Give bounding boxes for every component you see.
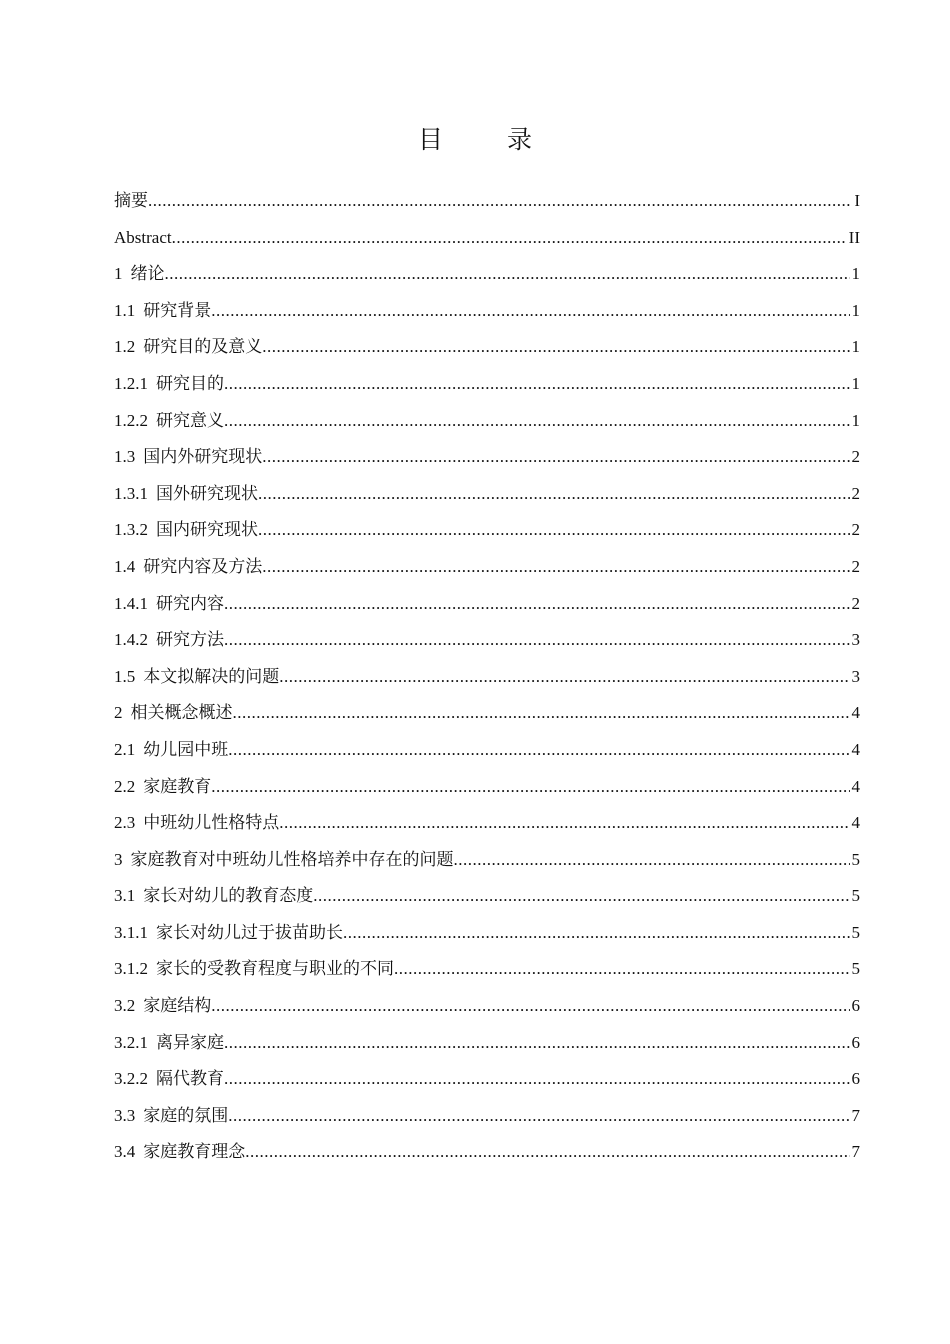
toc-entry-page-number: 7 [851, 1105, 860, 1125]
toc-entry-label: 家庭教育理念 [143, 1142, 246, 1162]
toc-entry[interactable] [114, 586, 860, 623]
toc-entry-page-number: 5 [851, 959, 860, 979]
toc-entry-page-number: 6 [851, 996, 860, 1016]
toc-entry[interactable] [114, 512, 860, 549]
toc-dot-leader [394, 951, 850, 988]
toc-entry-number: 2.3 [114, 813, 136, 833]
toc-entry-label: 国内研究现状 [156, 520, 258, 540]
toc-entry-label: 离异家庭 [156, 1032, 224, 1052]
toc-entry-number: 1.5 [114, 666, 136, 686]
toc-dot-leader [224, 1061, 850, 1098]
toc-entry-page-number: 4 [851, 813, 860, 833]
toc-entry-number: 1.3 [114, 447, 136, 467]
toc-dot-leader [224, 586, 850, 623]
toc-entry-label: 研究内容 [156, 593, 224, 613]
toc-entry-label: 国外研究现状 [156, 483, 258, 503]
toc-entry-label: 中班幼儿性格特点 [143, 813, 280, 833]
toc-entry-label: 研究背景 [143, 300, 212, 320]
toc-entry-label: 绪论 [130, 264, 165, 284]
toc-entry[interactable] [114, 732, 860, 769]
toc-entry-number: 1.3.1 [114, 483, 148, 503]
toc-entry-page-number: 5 [851, 922, 860, 942]
toc-entry-number: 3.1.1 [114, 922, 148, 942]
toc-dot-leader [262, 439, 849, 476]
toc-entry-page-number: I [854, 191, 860, 210]
toc-entry-label: 相关概念概述 [130, 703, 233, 723]
toc-dot-leader [279, 659, 849, 696]
toc-entry[interactable] [114, 695, 860, 732]
toc-entry-page-number: 2 [851, 556, 860, 576]
toc-entry-page-number: 5 [851, 849, 860, 869]
toc-dot-leader [343, 915, 850, 952]
toc-entry-number: 2.1 [114, 739, 136, 759]
toc-dot-leader [258, 476, 850, 513]
toc-entry[interactable] [114, 988, 860, 1025]
toc-dot-leader [211, 293, 849, 330]
toc-dot-leader [313, 878, 849, 915]
toc-entry-label: 国内外研究现状 [143, 447, 263, 467]
toc-entry-page-number: 1 [851, 337, 860, 357]
toc-entry[interactable] [114, 878, 860, 915]
toc-dot-leader [454, 842, 850, 879]
toc-dot-leader [228, 1098, 849, 1135]
toc-entry-page-number: 2 [851, 447, 860, 467]
toc-dot-leader [224, 1025, 850, 1062]
toc-entry-page-number: 4 [851, 739, 860, 759]
toc-entry-number: 1.3.2 [114, 520, 148, 540]
toc-entry-number: 2.2 [114, 776, 136, 796]
toc-entry[interactable] [114, 951, 860, 988]
toc-dot-leader [258, 512, 850, 549]
toc-entry-page-number: 6 [851, 1032, 860, 1052]
toc-dot-leader [279, 805, 849, 842]
toc-entry-label: Abstract [114, 227, 172, 247]
toc-entry-page-number: 4 [851, 703, 860, 723]
toc-entry-page-number: 7 [851, 1142, 860, 1162]
toc-entry-number: 1.2.2 [114, 410, 148, 430]
toc-entry[interactable] [114, 220, 860, 257]
toc-entry-page-number: 3 [851, 630, 860, 650]
toc-entry-number: 1.1 [114, 300, 136, 320]
toc-entry-number: 3.1.2 [114, 959, 148, 979]
toc-entry-label: 摘要 [114, 191, 148, 210]
toc-dot-leader [148, 183, 852, 220]
toc-entry-label: 研究目的及意义 [143, 337, 263, 357]
toc-entry-label: 家庭教育 [143, 776, 212, 796]
page-title: 目 录 [418, 125, 560, 154]
toc-entry[interactable] [114, 659, 860, 696]
toc-entry-number: 3.1 [114, 886, 136, 906]
toc-entry-number: 3.3 [114, 1105, 136, 1125]
toc-entry-label: 家长的受教育程度与职业的不同 [156, 959, 394, 979]
toc-entry-label: 研究意义 [156, 410, 224, 430]
toc-entry[interactable] [114, 439, 860, 476]
toc-entry-label: 幼儿园中班 [143, 739, 229, 759]
toc-dot-leader [224, 622, 850, 659]
toc-entry[interactable] [114, 1098, 860, 1135]
toc-dot-leader [211, 988, 849, 1025]
toc-entry-page-number: 4 [851, 776, 860, 796]
toc-entry-page-number: 1 [851, 264, 860, 284]
toc-entry-number: 1 [114, 264, 123, 284]
toc-entry[interactable] [114, 329, 860, 366]
toc-entry-page-number: 1 [851, 373, 860, 393]
toc-entry-label: 研究方法 [156, 630, 224, 650]
toc-entry-number: 1.4 [114, 556, 136, 576]
toc-entry-label: 本文拟解决的问题 [143, 666, 280, 686]
toc-entry-label: 隔代教育 [156, 1069, 224, 1089]
toc-entry[interactable] [114, 805, 860, 842]
toc-entry[interactable] [114, 403, 860, 440]
toc-dot-leader [228, 732, 849, 769]
toc-dot-leader [165, 256, 850, 293]
toc-entry[interactable] [114, 256, 860, 293]
toc-dot-leader [224, 403, 850, 440]
toc-entry[interactable] [114, 1061, 860, 1098]
toc-entry-number: 1.2.1 [114, 373, 148, 393]
toc-entry-page-number: 3 [851, 666, 860, 686]
toc-entry-number: 2 [114, 703, 123, 723]
toc-entry-page-number: 2 [851, 520, 860, 540]
toc-entry-page-number: 6 [851, 1069, 860, 1089]
toc-entry-page-number: 1 [851, 410, 860, 430]
toc-entry[interactable] [114, 293, 860, 330]
toc-entry-label: 家庭结构 [143, 996, 212, 1016]
toc-dot-leader [233, 695, 850, 732]
toc-entry-page-number: 5 [851, 886, 860, 906]
toc-entry-number: 3.2.1 [114, 1032, 148, 1052]
toc-entry[interactable] [114, 549, 860, 586]
toc-entry-label: 家长对幼儿过于拔苗助长 [156, 922, 343, 942]
toc-dot-leader [262, 329, 849, 366]
toc-entry-label: 家庭教育对中班幼儿性格培养中存在的问题 [130, 849, 454, 869]
toc-entry-page-number: 2 [851, 483, 860, 503]
toc-entry-number: 1.2 [114, 337, 136, 357]
toc-entry[interactable] [114, 1134, 860, 1171]
toc-entry-label: 家长对幼儿的教育态度 [143, 886, 314, 906]
toc-entry[interactable] [114, 842, 860, 879]
toc-entry-label: 家庭的氛围 [143, 1105, 229, 1125]
toc-entry[interactable] [114, 183, 860, 220]
toc-entry-label: 研究内容及方法 [143, 556, 263, 576]
table-of-contents [114, 183, 860, 1171]
toc-entry[interactable] [114, 622, 860, 659]
toc-entry[interactable] [114, 915, 860, 952]
toc-entry-number: 1.4.1 [114, 593, 148, 613]
toc-dot-leader [245, 1134, 849, 1171]
toc-entry[interactable] [114, 769, 860, 806]
toc-entry-page-number: 2 [851, 593, 860, 613]
toc-entry-number: 3.2 [114, 996, 136, 1016]
toc-entry-number: 3.4 [114, 1142, 136, 1162]
toc-entry-number: 3 [114, 849, 123, 869]
toc-entry-number: 3.2.2 [114, 1069, 148, 1089]
toc-dot-leader [224, 366, 850, 403]
toc-entry[interactable] [114, 476, 860, 513]
toc-entry-page-number: 1 [851, 300, 860, 320]
toc-dot-leader [211, 769, 849, 806]
toc-entry[interactable] [114, 366, 860, 403]
toc-entry-label: 研究目的 [156, 373, 224, 393]
toc-entry[interactable] [114, 1025, 860, 1062]
toc-entry-page-number: II [848, 227, 860, 247]
toc-dot-leader [262, 549, 849, 586]
toc-entry-number: 1.4.2 [114, 630, 148, 650]
toc-dot-leader [172, 220, 847, 257]
